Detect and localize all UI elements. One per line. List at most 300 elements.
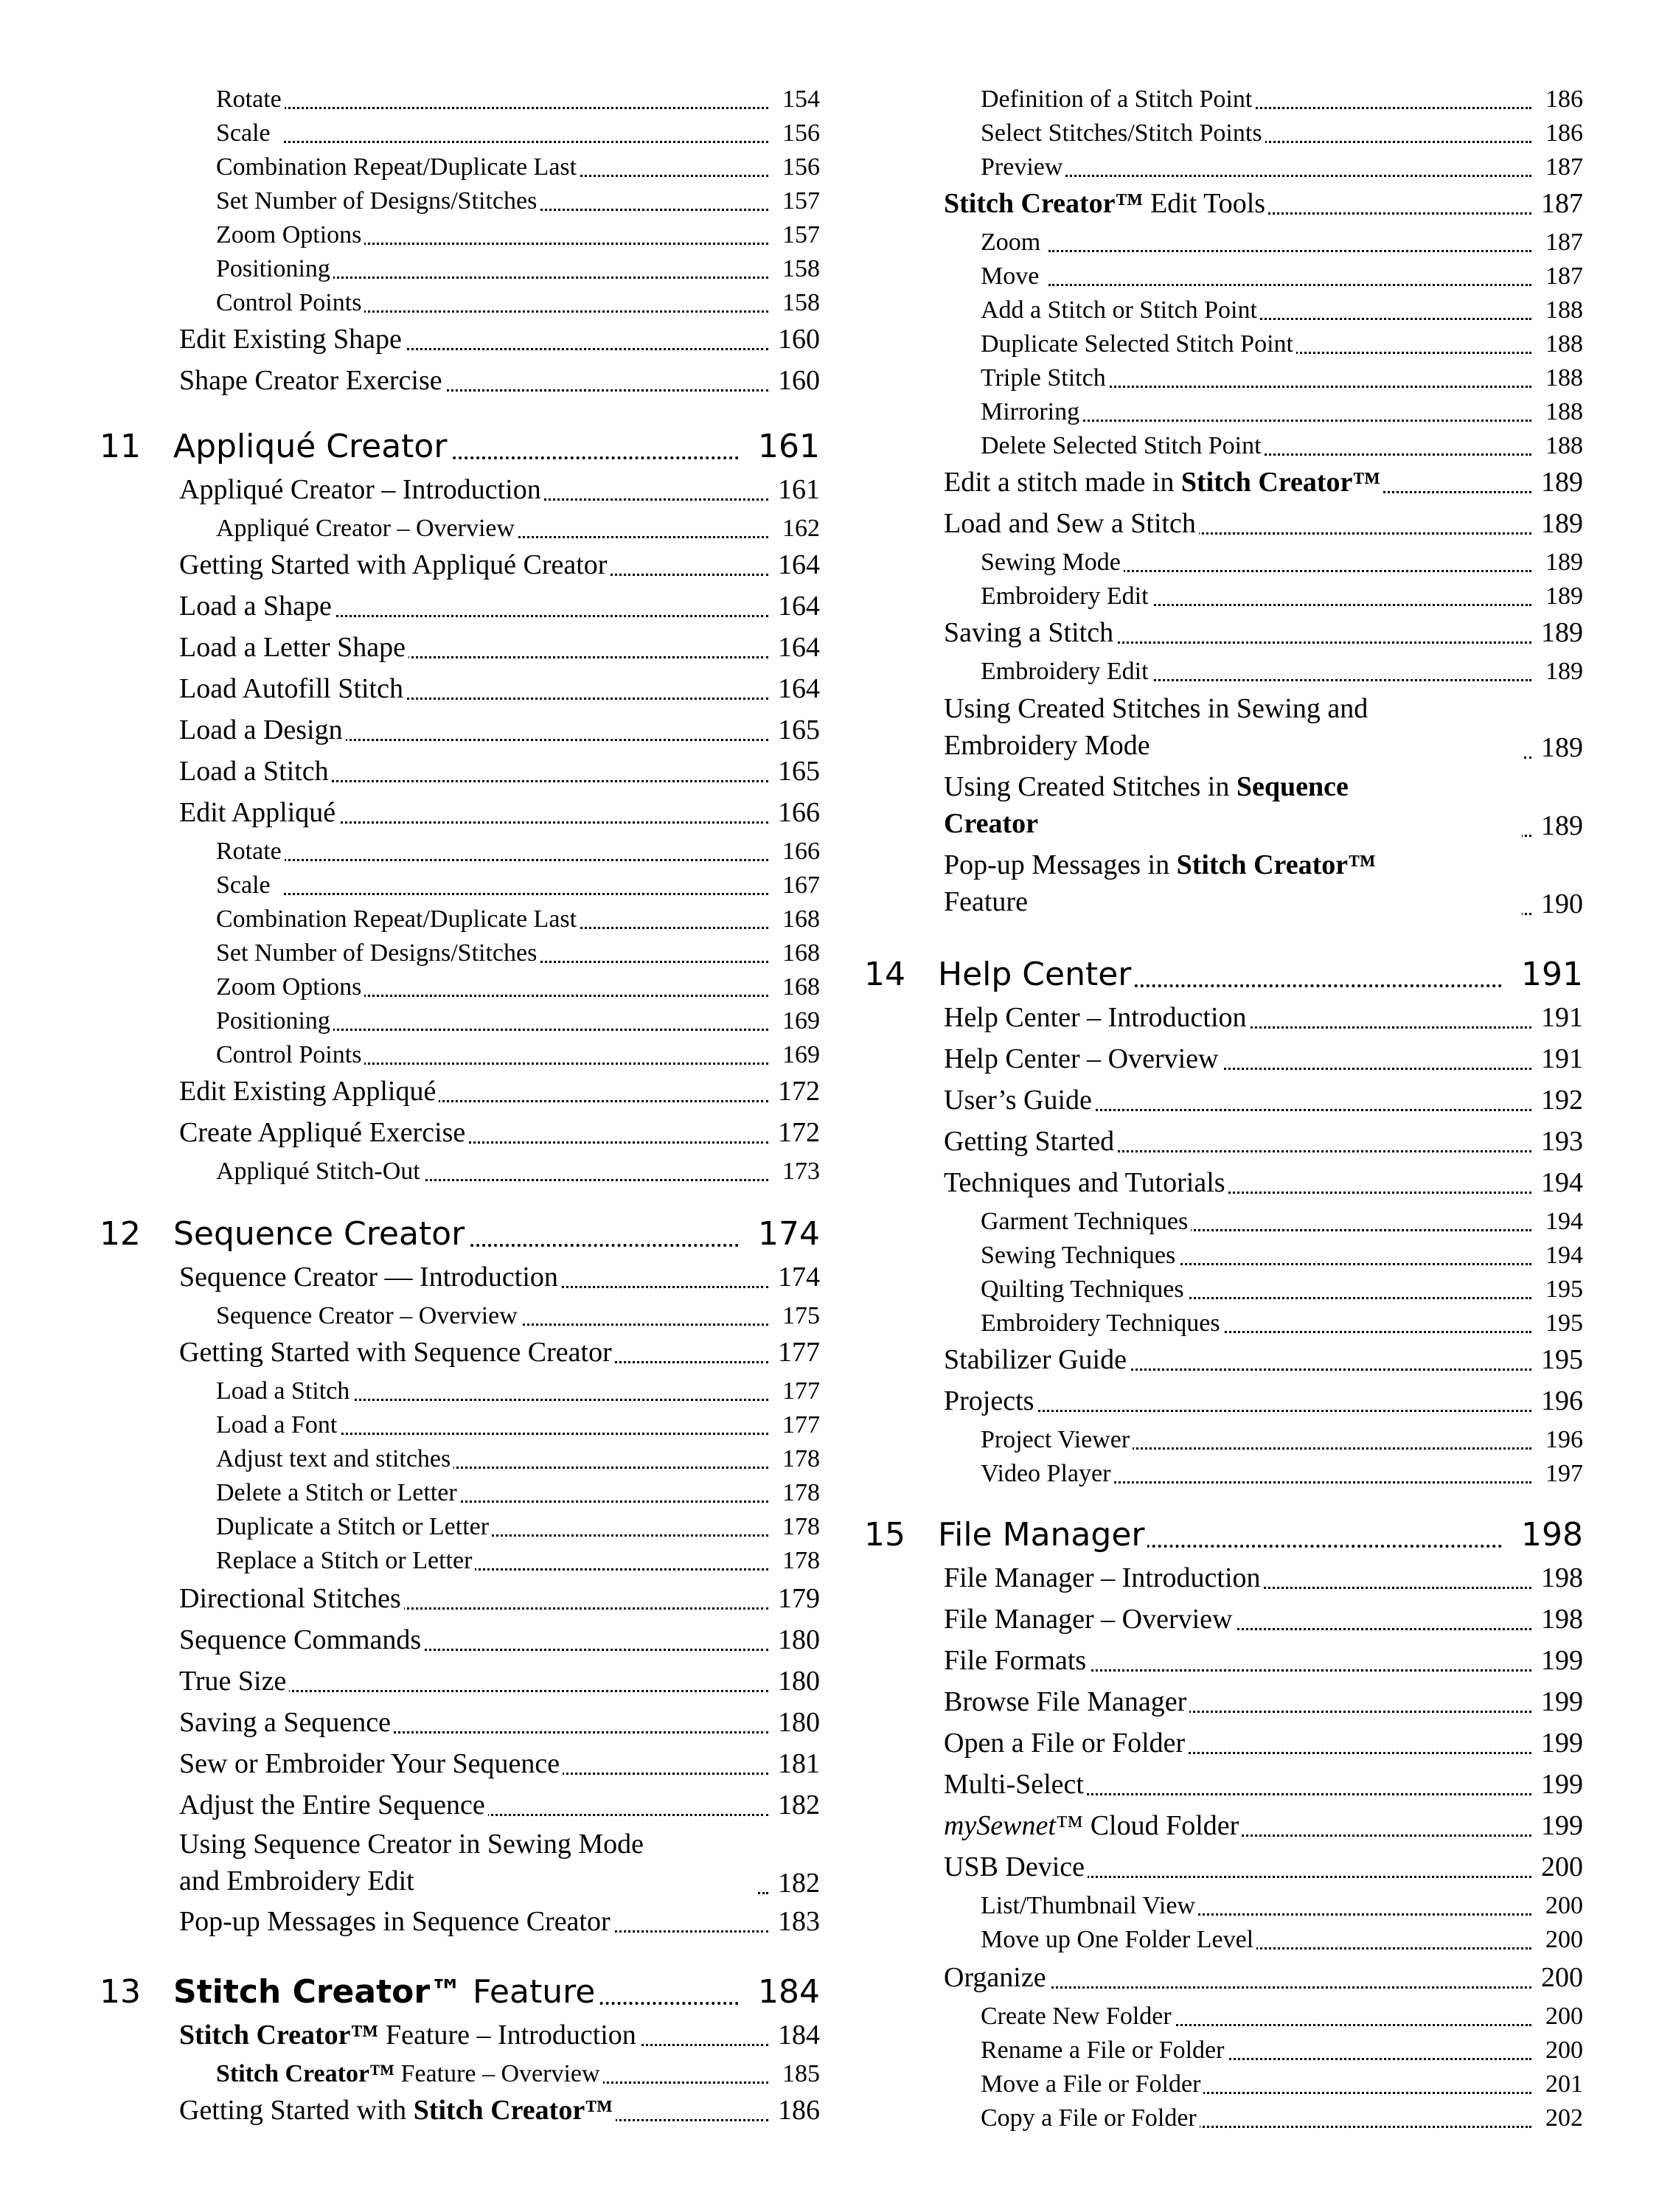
toc-entry-title: Sewing Mode: [981, 549, 1124, 576]
toc-entry-title: Sequence Creator — Introduction: [179, 1263, 561, 1293]
toc-entry-page: 194: [1543, 1242, 1583, 1269]
toc-entry-title: Saving a Stitch: [944, 619, 1116, 648]
toc-entry-title: USB Device: [944, 1853, 1088, 1882]
toc-entry-title-rest: Using Created Stitches in: [944, 771, 1237, 802]
toc-entry-page: 182: [775, 1791, 820, 1820]
toc-entry[interactable]: [100, 1298, 820, 1332]
toc-entry-title-rest: Edit Tools: [1143, 188, 1266, 220]
toc-entry-title: Edit Existing Appliqué: [179, 1077, 439, 1107]
toc-entry[interactable]: [864, 1166, 1583, 1200]
toc-entry[interactable]: [100, 473, 820, 507]
toc-entry[interactable]: [100, 833, 820, 867]
toc-entry-title: Pop-up Messages in Sequence Creator: [179, 1907, 613, 1937]
toc-entry-title: Sewing Techniques: [981, 1242, 1178, 1269]
toc-entry-page: 164: [775, 675, 820, 704]
toc-entry-title: Preview: [981, 154, 1065, 181]
toc-entry-page: 189: [1538, 734, 1583, 763]
toc-entry-title: Copy a File or Folder: [981, 2105, 1200, 2132]
toc-entry[interactable]: [864, 1125, 1583, 1159]
toc-entry-page: 164: [775, 633, 820, 663]
toc-entry-page: 190: [1538, 890, 1583, 919]
toc-entry-page: 200: [1543, 2037, 1583, 2064]
toc-entry-page: 164: [775, 592, 820, 622]
toc-entry[interactable]: [100, 149, 820, 183]
chapter-number: 12: [100, 1215, 141, 1253]
chapter-title: Sequence Creator: [173, 1218, 467, 1251]
toc-entry-title: Getting Started with Sequence Creator: [179, 1338, 615, 1368]
toc-entry[interactable]: [100, 1475, 820, 1509]
chapter-heading-14[interactable]: [864, 950, 1583, 994]
toc-entry[interactable]: [864, 695, 1583, 765]
toc-entry[interactable]: [864, 507, 1583, 541]
toc-entry-page: 195: [1543, 1276, 1583, 1303]
toc-entry-page: 180: [775, 1626, 820, 1655]
toc-entry-page: 161: [775, 476, 820, 505]
toc-entry-title: Duplicate a Stitch or Letter: [216, 1514, 492, 1540]
toc-entry-title: True Size: [179, 1667, 289, 1697]
toc-entry[interactable]: [100, 1830, 820, 1901]
toc-entry[interactable]: [864, 466, 1583, 500]
toc-entry-title: Sequence Creator – Overview: [216, 1303, 521, 1329]
toc-entry-title-bold: Stitch Creator™: [216, 2060, 395, 2088]
toc-entry[interactable]: [864, 360, 1583, 394]
toc-entry-title: Rename a File or Folder: [981, 2037, 1227, 2064]
toc-entry-title: Mirroring: [981, 399, 1082, 425]
toc-entry-title-bold: Stitch Creator™: [944, 188, 1144, 220]
toc-entry-page: 187: [1538, 189, 1583, 219]
chapter-title: Appliqué Creator: [173, 431, 450, 463]
toc-entry-page: 201: [1543, 2071, 1583, 2098]
toc-entry[interactable]: [864, 394, 1583, 428]
toc-entry[interactable]: [100, 631, 820, 665]
toc-entry-title: Load a Letter Shape: [179, 633, 408, 663]
toc-entry-title-line1: Using Created Stitches in Sewing and: [944, 693, 1368, 724]
toc-entry-page: 188: [1543, 297, 1583, 324]
toc-entry[interactable]: [864, 1961, 1583, 1995]
toc-entry[interactable]: [100, 1336, 820, 1370]
toc-entry-title: Load a Font: [216, 1412, 340, 1439]
chapter-page: 174: [751, 1218, 820, 1251]
toc-entry-title: Directional Stitches: [179, 1585, 404, 1614]
toc-entry-page: 199: [1538, 1688, 1583, 1717]
toc-entry[interactable]: [864, 1305, 1583, 1339]
toc-entry-title: Scale: [216, 120, 274, 147]
chapter-heading-12[interactable]: [100, 1209, 820, 1253]
toc-entry-title: Move up One Folder Level: [981, 1927, 1256, 1953]
toc-entry-page: 185: [779, 2061, 820, 2087]
toc-entry-title: Replace a Stitch or Letter: [216, 1548, 475, 1574]
toc-entry[interactable]: [100, 1582, 820, 1616]
toc-entry[interactable]: [100, 755, 820, 789]
toc-entry[interactable]: [864, 149, 1583, 183]
toc-entry-title: Set Number of Designs/Stitches: [216, 188, 540, 215]
toc-entry-page: 196: [1538, 1387, 1583, 1416]
toc-entry[interactable]: [100, 1153, 820, 1187]
toc-entry-title: Move: [981, 263, 1042, 290]
toc-entry-page: 187: [1543, 229, 1583, 256]
toc-entry[interactable]: [100, 1261, 820, 1295]
toc-entry[interactable]: [864, 1686, 1583, 1719]
toc-entry-title: Techniques and Tutorials: [944, 1169, 1228, 1198]
toc-entry[interactable]: [864, 1455, 1583, 1489]
toc-entry-title-bold: Sequence: [1236, 771, 1349, 802]
toc-entry-title-rest: Edit a stitch made in: [944, 467, 1181, 498]
toc-entry-title: Combination Repeat/Duplicate Last: [216, 906, 580, 933]
toc-entry[interactable]: [864, 1851, 1583, 1885]
toc-entry-title: Rotate: [216, 86, 285, 113]
toc-entry-title-rest: Feature – Overview: [394, 2060, 600, 2088]
toc-entry[interactable]: [100, 1373, 820, 1407]
toc-entry-title: Rotate: [216, 838, 285, 865]
toc-entry-title: Duplicate Selected Stitch Point: [981, 331, 1296, 358]
toc-entry[interactable]: [864, 1727, 1583, 1761]
toc-entry-title: Video Player: [981, 1461, 1113, 1487]
toc-entry-page: 169: [779, 1008, 820, 1034]
toc-entry-page: 157: [779, 188, 820, 215]
chapter-heading-13[interactable]: [100, 1967, 820, 2011]
toc-entry[interactable]: [864, 1203, 1583, 1237]
toc-entry[interactable]: [100, 1543, 820, 1576]
toc-entry[interactable]: [864, 2066, 1583, 2100]
toc-entry-title-line2: Embroidery Mode: [944, 730, 1150, 761]
toc-entry-title: Create Appliqué Exercise: [179, 1119, 468, 1148]
toc-entry-page: 189: [1543, 583, 1583, 610]
toc-entry[interactable]: [864, 1562, 1583, 1596]
toc-entry-title: Create New Folder: [981, 2003, 1175, 2030]
toc-entry-title-italic: mySewnet: [944, 1810, 1056, 1842]
toc-entry-title-rest: ™ Cloud Folder: [1055, 1810, 1239, 1842]
toc-entry-page: 177: [779, 1412, 820, 1439]
toc-entry-page: 200: [1543, 2003, 1583, 2030]
toc-entry-title: Appliqué Creator – Introduction: [179, 476, 544, 505]
toc-entry-title: Embroidery Edit: [981, 658, 1152, 685]
toc-entry[interactable]: [864, 1921, 1583, 1955]
chapter-title: [173, 1973, 598, 2011]
toc-entry[interactable]: [100, 1407, 820, 1441]
toc-entry[interactable]: [100, 183, 820, 217]
toc-entry-title: Help Center – Introduction: [944, 1004, 1250, 1033]
toc-entry[interactable]: [864, 1084, 1583, 1118]
toc-entry-page: 189: [1538, 468, 1583, 498]
toc-entry[interactable]: [864, 1343, 1583, 1377]
toc-entry[interactable]: [864, 851, 1583, 922]
toc-entry-title: Positioning: [216, 1008, 333, 1034]
toc-entry-page: 186: [1543, 120, 1583, 147]
toc-entry[interactable]: [864, 578, 1583, 612]
toc-entry-title: Set Number of Designs/Stitches: [216, 940, 540, 967]
toc-entry-title: Adjust text and stitches: [216, 1446, 453, 1472]
toc-entry[interactable]: [864, 1271, 1583, 1305]
toc-entry-page: 189: [1543, 549, 1583, 576]
toc-entry-title: List/Thumbnail View: [981, 1893, 1198, 1919]
toc-entry-page: 189: [1538, 619, 1583, 648]
toc-entry[interactable]: [100, 2056, 820, 2090]
chapter-number: 13: [100, 1973, 141, 2011]
toc-entry-page: 158: [779, 290, 820, 316]
toc-entry-page: 158: [779, 256, 820, 282]
toc-entry-title: Project Viewer: [981, 1427, 1133, 1453]
toc-entry-title: Load a Stitch: [179, 757, 332, 787]
toc-entry-title: Delete Selected Stitch Point: [981, 433, 1265, 459]
toc-entry[interactable]: [100, 1789, 820, 1823]
toc-entry-page: 180: [775, 1667, 820, 1697]
toc-entry[interactable]: [100, 796, 820, 830]
toc-entry-page: 178: [779, 1514, 820, 1540]
toc-entry-page: 189: [1538, 812, 1583, 841]
toc-entry[interactable]: [864, 1809, 1583, 1843]
toc-entry[interactable]: [100, 1441, 820, 1475]
toc-entry[interactable]: [100, 81, 820, 115]
toc-entry-title: Combination Repeat/Duplicate Last: [216, 154, 580, 181]
toc-entry[interactable]: [100, 867, 820, 901]
toc-entry[interactable]: [864, 653, 1583, 687]
toc-entry-page: 191: [1538, 1004, 1583, 1033]
toc-entry-page: 194: [1543, 1208, 1583, 1235]
toc-entry-title: Load a Design: [179, 716, 346, 745]
toc-entry-page: 168: [779, 940, 820, 967]
toc-entry[interactable]: [100, 1116, 820, 1150]
toc-entry-title: Sequence Commands: [179, 1626, 424, 1655]
toc-entry-title: Browse File Manager: [944, 1688, 1189, 1717]
toc-entry-page: 193: [1538, 1127, 1583, 1157]
toc-entry-title: Select Stitches/Stitch Points: [981, 120, 1265, 147]
toc-entry-title: Help Center – Overview: [944, 1045, 1222, 1074]
toc-entry-page: 172: [775, 1077, 820, 1107]
toc-entry-page: 179: [775, 1585, 820, 1614]
toc-entry-page: 197: [1543, 1461, 1583, 1487]
toc-entry-page: 166: [775, 799, 820, 828]
toc-entry-page: 194: [1538, 1169, 1583, 1198]
toc-entry-title: Move a File or Folder: [981, 2071, 1203, 2098]
toc-entry-page: 156: [779, 154, 820, 181]
toc-entry-page: 195: [1543, 1310, 1583, 1337]
toc-entry[interactable]: [864, 187, 1583, 221]
toc-entry-title-line1: Using Sequence Creator in Sewing Mode: [179, 1829, 644, 1860]
toc-entry-title: Zoom Options: [216, 222, 364, 248]
toc-entry-title-bold-line2: Creator: [944, 808, 1039, 839]
toc-entry-page: 178: [779, 1548, 820, 1574]
toc-entry-page: 188: [1543, 365, 1583, 392]
toc-entry[interactable]: [100, 1037, 820, 1071]
toc-entry-page: 154: [779, 86, 820, 113]
toc-entry[interactable]: [864, 1888, 1583, 1921]
toc-entry-page: 187: [1543, 263, 1583, 290]
toc-entry-title-bold: Stitch Creator™: [1176, 849, 1377, 880]
toc-entry[interactable]: [864, 773, 1583, 844]
toc-entry-title: Load a Stitch: [216, 1378, 352, 1405]
toc-entry-page: 173: [779, 1158, 820, 1185]
toc-entry-page: 167: [779, 872, 820, 899]
toc-entry-title: Embroidery Edit: [981, 583, 1152, 610]
toc-entry-title: Shape Creator Exercise: [179, 366, 445, 396]
toc-entry-title: Delete a Stitch or Letter: [216, 1480, 460, 1506]
toc-entry[interactable]: [100, 2019, 820, 2053]
chapter-page: 198: [1514, 1519, 1583, 1551]
toc-entry[interactable]: [864, 544, 1583, 578]
toc-entry[interactable]: [100, 285, 820, 319]
toc-entry[interactable]: [100, 1509, 820, 1543]
toc-entry[interactable]: [100, 1665, 820, 1699]
toc-entry[interactable]: [864, 258, 1583, 292]
toc-entry[interactable]: [100, 1003, 820, 1037]
toc-entry[interactable]: [864, 1603, 1583, 1637]
toc-entry[interactable]: [100, 714, 820, 748]
toc-entry-title-bold: Stitch Creator™: [179, 2020, 379, 2051]
chapter-title-bold: Stitch Creator™: [173, 1973, 463, 2011]
toc-entry-title: [944, 468, 1383, 498]
toc-entry[interactable]: [100, 323, 820, 357]
toc-entry-page: 165: [775, 716, 820, 745]
chapter-heading-11[interactable]: [100, 422, 820, 466]
toc-entry-title: Garment Techniques: [981, 1208, 1191, 1235]
toc-entry[interactable]: [100, 901, 820, 935]
toc-entry-page: 180: [775, 1708, 820, 1738]
toc-entry[interactable]: [100, 2094, 820, 2128]
toc-entry-title: Zoom Options: [216, 974, 364, 1001]
toc-entry[interactable]: [864, 81, 1583, 115]
toc-entry[interactable]: [864, 292, 1583, 326]
toc-entry[interactable]: [864, 224, 1583, 258]
toc-entry-title: [944, 768, 1522, 842]
toc-entry-title-line2: and Embroidery Edit: [179, 1865, 414, 1896]
toc-entry-title: User’s Guide: [944, 1086, 1095, 1116]
toc-entry-title: File Formats: [944, 1646, 1089, 1676]
toc-entry-page: 199: [1538, 1646, 1583, 1676]
toc-entry-page: 199: [1538, 1729, 1583, 1759]
toc-entry-title: Edit Appliqué: [179, 799, 338, 828]
toc-entry-page: 196: [1543, 1427, 1583, 1453]
toc-entry-title: Appliqué Stitch-Out: [216, 1158, 423, 1185]
chapter-title-rest: Feature: [462, 1973, 596, 2011]
toc-entry-title: Definition of a Stitch Point: [981, 86, 1255, 113]
chapter-title: File Manager: [938, 1519, 1147, 1551]
chapter-page: 191: [1514, 959, 1583, 991]
toc-entry[interactable]: [864, 1422, 1583, 1455]
toc-entry[interactable]: [100, 251, 820, 285]
toc-entry[interactable]: [864, 428, 1583, 462]
toc-entry[interactable]: [864, 1043, 1583, 1077]
toc-entry-title: File Manager – Introduction: [944, 1564, 1264, 1593]
toc-entry-page: 200: [1538, 1853, 1583, 1882]
toc-entry[interactable]: [100, 1747, 820, 1781]
toc-entry-title: File Manager – Overview: [944, 1605, 1236, 1635]
toc-entry-title: Load and Sew a Stitch: [944, 509, 1199, 539]
toc-entry-title: [944, 189, 1268, 219]
toc-entry-title: Getting Started: [944, 1127, 1117, 1157]
toc-entry-title: Add a Stitch or Stitch Point: [981, 297, 1260, 324]
toc-entry[interactable]: [100, 1706, 820, 1740]
toc-entry-page: 156: [779, 120, 820, 147]
toc-entry-page: 184: [775, 2021, 820, 2051]
toc-entry-title: Organize: [944, 1964, 1049, 1993]
chapter-number: 11: [100, 428, 141, 465]
toc-entry-page: 191: [1538, 1045, 1583, 1074]
toc-entry-title-rest: Feature – Introduction: [378, 2020, 636, 2051]
toc-entry-title: Open a File or Folder: [944, 1729, 1188, 1759]
toc-entry-page: 189: [1538, 509, 1583, 539]
toc-entry-page: 181: [775, 1750, 820, 1779]
toc-entry-page: 166: [779, 838, 820, 865]
toc-entry-title: Control Points: [216, 1042, 364, 1068]
toc-entry[interactable]: [864, 1644, 1583, 1678]
toc-entry-page: 188: [1543, 433, 1583, 459]
toc-entry[interactable]: [100, 1624, 820, 1658]
toc-entry[interactable]: [100, 364, 820, 398]
toc-entry[interactable]: [864, 1385, 1583, 1419]
toc-entry-page: 189: [1543, 658, 1583, 685]
toc-entry[interactable]: [864, 2032, 1583, 2066]
toc-entry[interactable]: [864, 115, 1583, 149]
toc-entry[interactable]: [864, 2100, 1583, 2134]
toc-entry-page: 183: [775, 1907, 820, 1937]
toc-entry-title: Quilting Techniques: [981, 1276, 1187, 1303]
toc-entry[interactable]: [864, 1998, 1583, 2032]
toc-entry-page: 175: [779, 1303, 820, 1329]
toc-entry-title-line2: Feature: [944, 886, 1028, 917]
toc-entry-title-bold: Stitch Creator™: [1180, 467, 1381, 498]
toc-entry[interactable]: [864, 326, 1583, 360]
toc-entry[interactable]: [100, 590, 820, 624]
chapter-number: 14: [864, 956, 905, 993]
toc-entry[interactable]: [100, 1905, 820, 1939]
toc-entry-title: Multi-Select: [944, 1770, 1087, 1800]
toc-entry-title: [179, 1826, 757, 1899]
toc-entry-title: [179, 2021, 639, 2051]
toc-entry-title: Load Autofill Stitch: [179, 675, 406, 704]
toc-entry[interactable]: [100, 510, 820, 544]
toc-entry-page: 200: [1543, 1893, 1583, 1919]
toc-entry-title: [944, 846, 1522, 920]
toc-entry-page: 178: [779, 1446, 820, 1472]
toc-entry-title: Sew or Embroider Your Sequence: [179, 1750, 563, 1779]
toc-entry[interactable]: [864, 616, 1583, 650]
toc-entry-page: 200: [1538, 1964, 1583, 1993]
toc-entry-page: 168: [779, 974, 820, 1001]
toc-entry-page: 177: [779, 1378, 820, 1405]
toc-entry-page: 182: [775, 1869, 820, 1899]
toc-entry-title: [944, 1812, 1242, 1841]
toc-entry-title: Getting Started with Appliqué Creator: [179, 551, 610, 580]
chapter-heading-15[interactable]: [864, 1510, 1583, 1554]
toc-entry[interactable]: [100, 549, 820, 582]
chapter-title: Help Center: [938, 959, 1134, 991]
toc-entry-page: 174: [775, 1263, 820, 1293]
toc-entry[interactable]: [864, 1237, 1583, 1271]
toc-entry[interactable]: [100, 115, 820, 149]
chapter-number: 15: [864, 1516, 905, 1554]
toc-entry-page: 186: [775, 2096, 820, 2126]
toc-entry-page: 195: [1538, 1346, 1583, 1375]
toc-entry-page: 160: [775, 325, 820, 355]
toc-entry[interactable]: [864, 1768, 1583, 1802]
toc-entry-page: 177: [775, 1338, 820, 1368]
toc-entry-page: 168: [779, 906, 820, 933]
toc-entry-title: Positioning: [216, 256, 333, 282]
toc-entry[interactable]: [864, 1001, 1583, 1035]
toc-entry[interactable]: [100, 217, 820, 251]
toc-entry[interactable]: [100, 969, 820, 1003]
toc-entry-page: 198: [1538, 1605, 1583, 1635]
toc-entry[interactable]: [100, 1075, 820, 1109]
toc-entry[interactable]: [100, 672, 820, 706]
toc-entry[interactable]: [100, 935, 820, 969]
toc-entry-title: Projects: [944, 1387, 1037, 1416]
toc-entry-title: Load a Shape: [179, 592, 335, 622]
toc-entry-page: 172: [775, 1119, 820, 1148]
toc-entry-title: Stabilizer Guide: [944, 1346, 1130, 1375]
toc-entry-title: Zoom: [981, 229, 1043, 256]
toc-entry-page: 188: [1543, 331, 1583, 358]
